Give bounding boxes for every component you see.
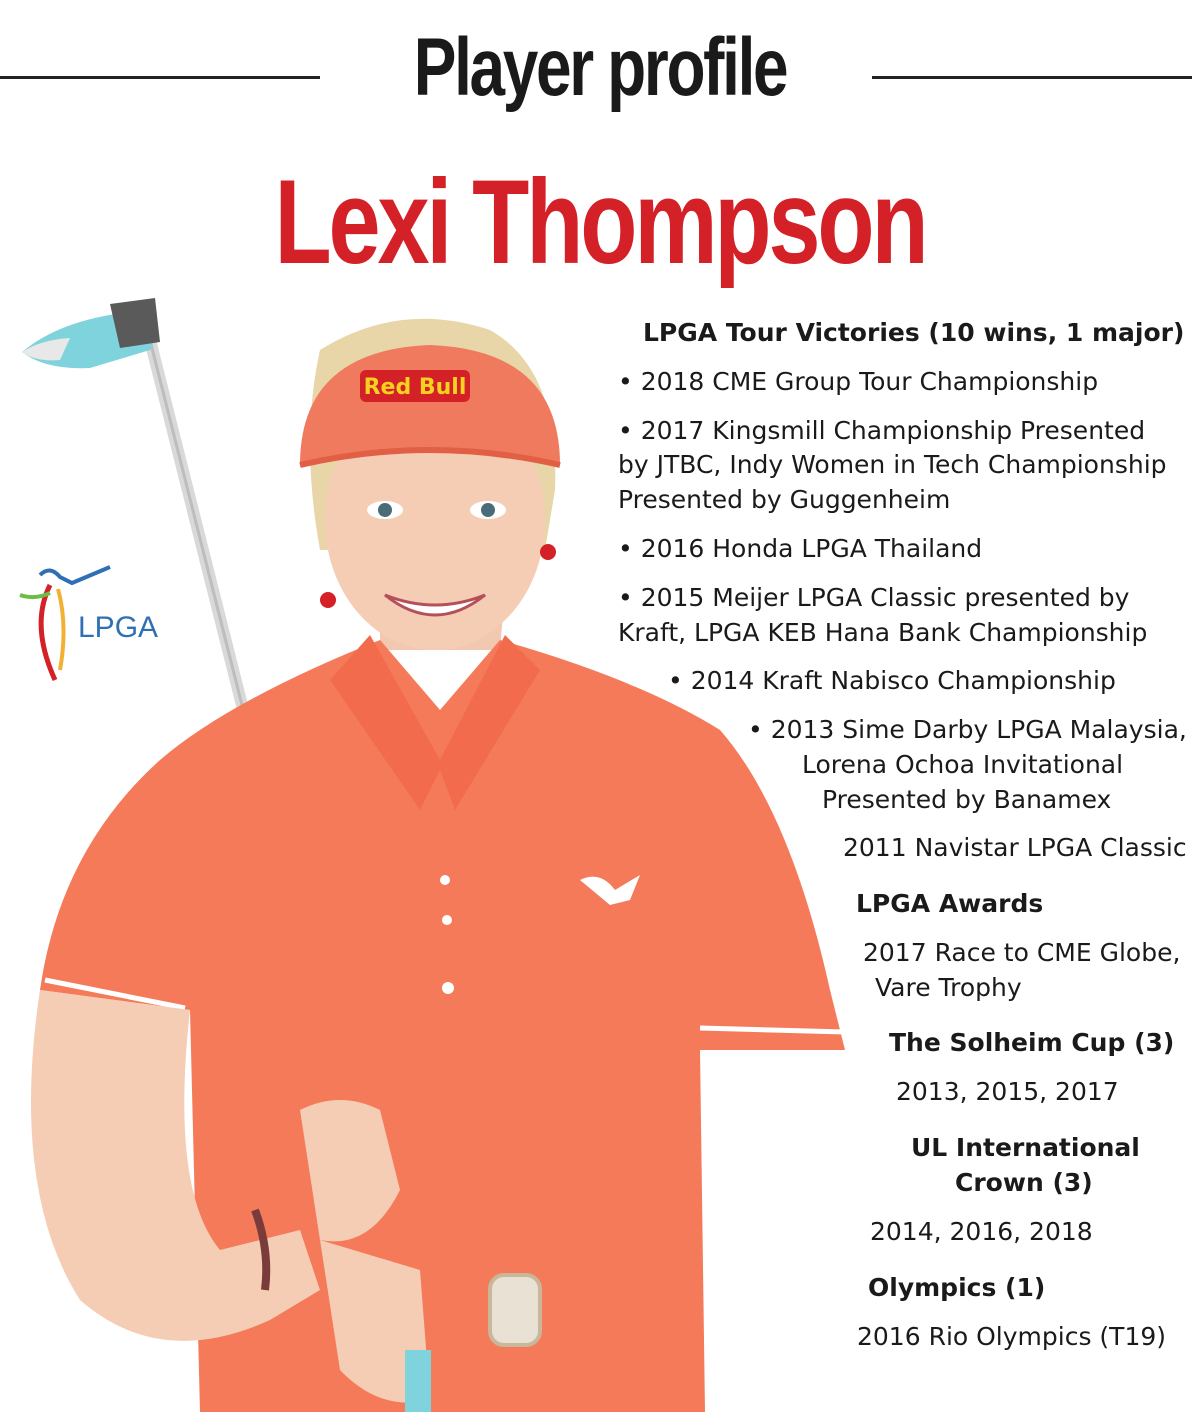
solheim-years: 2013, 2015, 2017 [896, 1077, 1119, 1106]
ul-crown-years: 2014, 2016, 2018 [870, 1217, 1093, 1246]
awards-line1: 2017 Race to CME Globe, [863, 938, 1181, 967]
victories-heading: LPGA Tour Victories (10 wins, 1 major) [643, 318, 1185, 347]
awards-heading: LPGA Awards [856, 889, 1044, 918]
victory-2017-line2: by JTBC, Indy Women in Tech Championship [618, 450, 1167, 479]
ul-crown-heading-line2: Crown (3) [955, 1168, 1093, 1197]
victory-2011: 2011 Navistar LPGA Classic [843, 833, 1187, 862]
victory-2015-line2: Kraft, LPGA KEB Hana Bank Championship [618, 618, 1148, 647]
victory-2016: • 2016 Honda LPGA Thailand [618, 534, 983, 563]
olympics-heading: Olympics (1) [868, 1273, 1046, 1302]
awards-line2: Vare Trophy [875, 973, 1022, 1002]
victory-2013-line2: Lorena Ochoa Invitational [802, 750, 1124, 779]
visor-logo-text: Red Bull [363, 375, 467, 400]
ul-crown-heading-line1: UL International [911, 1133, 1140, 1162]
solheim-heading: The Solheim Cup (3) [889, 1028, 1175, 1057]
olympics-result: 2016 Rio Olympics (T19) [857, 1322, 1167, 1351]
victory-2015-line1: • 2015 Meijer LPGA Classic presented by [618, 583, 1130, 612]
page-title: Player profile [413, 22, 787, 113]
victory-2017-line1: • 2017 Kingsmill Championship Presented [618, 416, 1146, 445]
lpga-logo-text: LPGA [78, 611, 159, 644]
victory-2013-line1: • 2013 Sime Darby LPGA Malaysia, [748, 715, 1187, 744]
victory-2017-line3: Presented by Guggenheim [618, 485, 951, 514]
player-name: Lexi Thompson [274, 155, 926, 289]
victory-2014: • 2014 Kraft Nabisco Championship [668, 666, 1116, 695]
golfer-silhouette-icon [40, 567, 110, 583]
victory-2018: • 2018 CME Group Tour Championship [618, 367, 1099, 396]
victory-2013-line3: Presented by Banamex [822, 785, 1112, 814]
golf-club-head [22, 298, 160, 368]
lpga-logo [10, 555, 190, 685]
